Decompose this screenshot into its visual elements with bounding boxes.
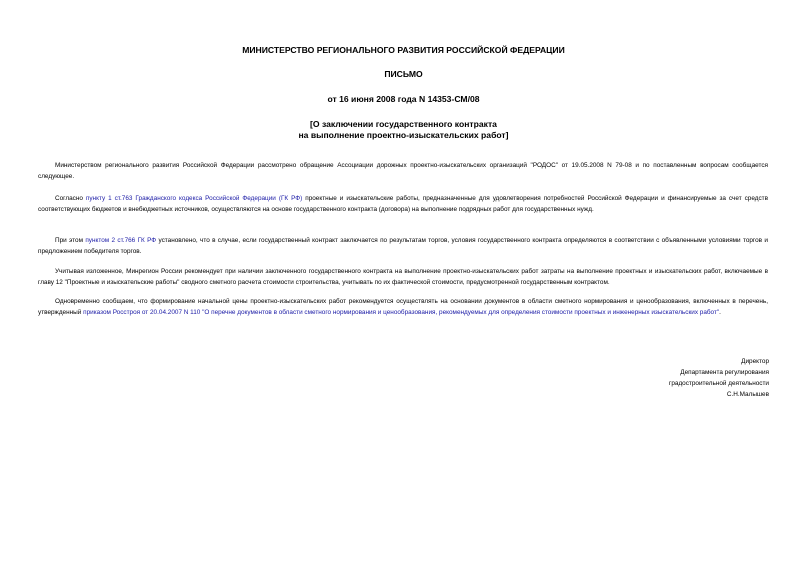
subject-heading [0,119,807,141]
paragraph-2 [38,193,768,215]
paragraph-3-text-start: При этом [55,237,86,244]
paragraph-2-text-start: Согласно [55,195,86,202]
rosstroy-order-110-link[interactable]: приказом Росстроя от 20.04.2007 N 110 "О перечне документов в области сметного нормирования и ценообразования, рекомендуемых для определения стоимости проектных и инженерных изыскательских работ" [83,309,720,316]
signature-name: С.Н.Малышев [726,391,769,398]
ministry-heading: МИНИСТЕРСТВО РЕГИОНАЛЬНОГО РАЗВИТИЯ РОССИЙСКОЙ ФЕДЕРАЦИИ [242,45,565,55]
civil-code-art-763-link[interactable]: пункту 1 ст.763 Гражданского кодекса Российской Федерации (ГК РФ) [85,195,303,202]
paragraph-3 [38,235,768,257]
paragraph-3-text-end: установлено, что в случае, если государственный контракт заключается по результатам торгов, условия государственного контракта определяются в соответствии с объявленными условиями торгов и предложением победителя торгов. [38,237,768,255]
paragraph-5 [38,296,768,318]
paragraph-5-text-start: Одновременно сообщаем, что формирование начальной цены проектно-изыскательских работ рекомендуется осуществлять на основании документов в области сметного нормирования и ценообразования, включенных в перечень, утвержденный [38,298,768,316]
paragraph-2-text-end: проектные и изыскательские работы, предназначенные для удовлетворения потребностей Российской Федерации и финансируемые за счет средств соответствующих бюджетов и внебюджетных источников, осуществляются на основе государственного контракта (договора) на выполнение подрядных работ для государственных нужд. [38,195,769,213]
date-number-heading: от 16 июня 2008 года N 14353-СМ/08 [327,94,480,104]
signature-block [669,356,769,400]
paragraph-4: Учитывая изложенное, Минрегион России рекомендует при наличии заключенного государственного контракта на выполнение проектно-изыскательских работ затраты на выполнение проектных и изыскательских работ, включаемые в главу 12 "Проектные и изыскательские работы" сводного сметного расчета стоимости строительства, учитывать по их фактической стоимости, предусмотренной государственным контрактом. [38,268,768,286]
subject-line-2: на выполнение проектно-изыскательских работ] [298,130,509,140]
paragraph-1: Министерством регионального развития Российской Федерации рассмотрено обращение Ассоциации дорожных проектно-изыскательских организаций "РОДОС" от 19.05.2008 N 79-08 и по поставленным вопросам сообщается следующее. [38,162,768,180]
subject-line-1: [О заключении государственного контракта [310,119,497,129]
signature-position: Директор [741,358,769,365]
document-type-heading: ПИСЬМО [384,69,423,79]
signature-department: Департамента регулирования [680,369,769,376]
civil-code-art-766-link[interactable]: пунктом 2 ст.766 ГК РФ [85,237,157,244]
signature-department-cont: градостроительной деятельности [669,380,769,387]
paragraph-5-text-end: . [719,309,721,316]
